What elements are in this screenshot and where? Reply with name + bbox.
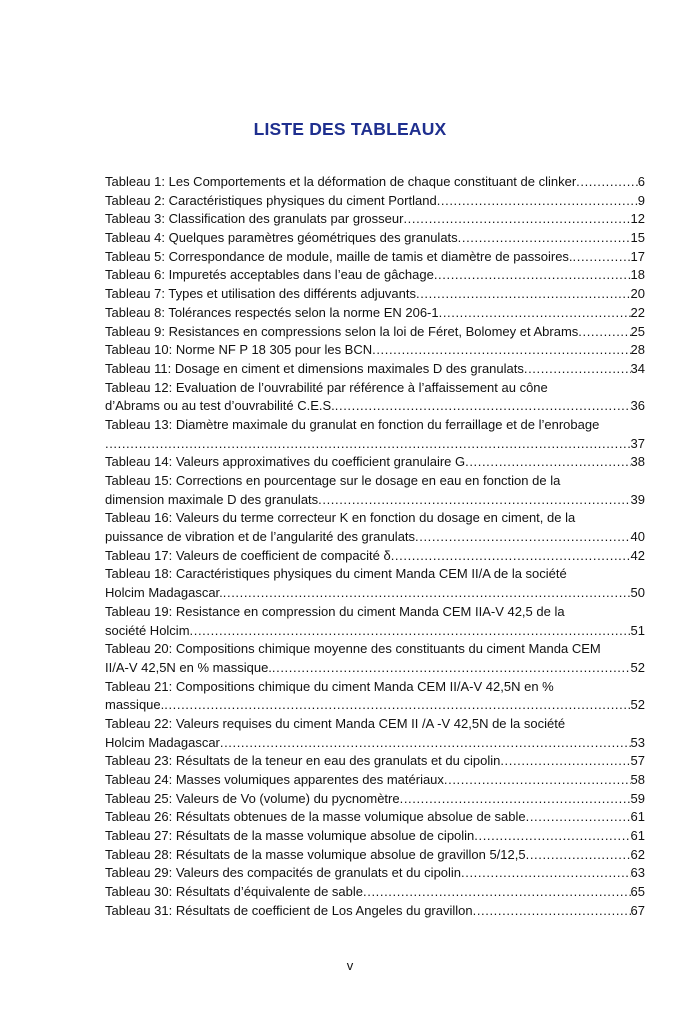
toc-entry-title: Tableau 19: Resistance en compression du ciment Manda CEM IIA-V 42,5 de la [105,603,565,619]
dot-leader [223,584,631,603]
toc-entry-title: Tableau 9: Resistances en compressions selon la loi de Féret, Bolomey et Abrams [105,323,579,339]
toc-entry-title: Tableau 30: Résultats d’équivalente de sable [105,884,364,900]
toc-entry-page: 37 [630,435,645,451]
toc-entry-title: Tableau 13: Diamètre maximale du granulat en fonction du ferraillage et de l’enrobage [105,416,600,432]
toc-entry-title: Tableau 20: Compositions chimique moyenne des constituants du ciment Manda CEM [105,641,601,657]
toc-entry-line [105,453,645,472]
toc-entry[interactable] [105,547,645,566]
page-number: v [346,958,354,973]
toc-entry-title: Tableau 27: Résultats de la masse volumique absolue de cipolin [105,828,475,844]
toc-entry-line [105,192,645,211]
toc-entry-page: 52 [630,659,645,675]
toc-entry-line [105,883,645,902]
dot-leader [105,435,631,454]
toc-entry-line [105,341,645,360]
dot-leader [318,491,630,510]
dot-leader [437,192,638,211]
toc-entry-line [105,509,645,528]
toc-entry-title: Tableau 25: Valeurs de Vo (volume) du pycnomètre [105,790,400,806]
toc-entry-title: dimension maximale D des granulats [105,491,319,507]
toc-entry-line [105,285,645,304]
toc-entry-page: 22 [630,304,645,320]
toc-entry-title: Tableau 22: Valeurs requises du ciment Manda CEM II /A -V 42,5N de la société [105,715,566,731]
toc-entry-page: 50 [630,585,645,601]
toc-entry-title: Tableau 16: Valeurs du terme correcteur K en fonction du dosage en ciment, de la [105,510,576,526]
toc-entry-line [105,734,645,753]
toc-entry-title: société Holcim [105,622,190,638]
toc-entry-title: Tableau 1: Les Comportements et la déformation de chaque constituant de clinker [105,174,577,189]
toc-entry-line [105,622,645,641]
toc-entry-page: 39 [630,491,645,507]
toc-entry[interactable] [105,715,645,752]
toc-entry[interactable] [105,173,645,192]
toc-entry[interactable] [105,341,645,360]
toc-entry[interactable] [105,379,645,416]
toc-entry-title: Tableau 3: Classification des granulats par grosseur [105,211,404,227]
toc-entry[interactable] [105,640,645,677]
dot-leader [416,285,631,304]
toc-entry-line [105,491,645,510]
toc-entry-line [105,173,645,192]
toc-entry-title: puissance de vibration et de l’angularité des granulats [105,529,416,545]
toc-entry-page: 34 [630,360,645,376]
toc-entry-page: 38 [630,454,645,470]
toc-entry-line [105,304,645,323]
toc-entry-line [105,902,645,921]
dot-leader [434,266,631,285]
toc-entry[interactable] [105,883,645,902]
dot-leader [400,790,631,809]
toc-entry[interactable] [105,509,645,546]
toc-entry-line [105,547,645,566]
toc-entry-title: II/A-V 42,5N en % massique. [105,659,272,675]
page-title: LISTE DES TABLEAUX [253,119,447,139]
toc-entry-page: 28 [630,342,645,358]
dot-leader [461,864,630,883]
toc-entry[interactable] [105,229,645,248]
toc-entry-page: 59 [630,790,645,806]
toc-entry-line [105,266,645,285]
toc-entry[interactable] [105,360,645,379]
toc-entry-line [105,416,645,435]
toc-entry-line [105,603,645,622]
toc-entry[interactable] [105,453,645,472]
toc-entry-line [105,659,645,678]
toc-entry[interactable] [105,416,645,453]
toc-entry-title: Tableau 21: Compositions chimique du ciment Manda CEM II/A-V 42,5N en % [105,678,554,694]
toc-entry-title: Tableau 29: Valeurs des compacités de granulats et du cipolin [105,865,462,881]
toc-entry-title: Tableau 11: Dosage en ciment et dimensions maximales D des granulats [105,360,524,376]
toc-entry-title: Tableau 26: Résultats obtenues de la masse volumique absolue de sable [105,809,526,825]
toc-entry-title: Tableau 28: Résultats de la masse volumique absolue de gravillon 5/12,5 [105,846,526,862]
toc-entry-title: Tableau 23: Résultats de la teneur en eau des granulats et du cipolin [105,753,501,769]
toc-entry-line [105,528,645,547]
toc-entry-title: Tableau 5: Correspondance de module, maille de tamis et diamètre de passoires. [105,248,573,264]
toc-entry-title: Tableau 17: Valeurs de coefficient de compacité δ [105,547,391,563]
dot-leader [363,883,631,902]
toc-entry-page: 15 [630,230,645,246]
dot-leader [391,547,631,566]
toc-entry-line [105,752,645,771]
toc-entry-title: Tableau 7: Types et utilisation des différents adjuvants [105,286,416,302]
toc-entry-line [105,827,645,846]
toc-entry-page: 67 [630,902,645,918]
dot-leader [439,304,631,323]
dot-leader [190,622,631,641]
toc-entry[interactable] [105,266,645,285]
toc-entry-page: 61 [630,828,645,844]
toc-entry[interactable] [105,864,645,883]
toc-entry-page: 25 [630,323,645,339]
toc-entry-page: 52 [630,697,645,713]
toc-entry-title: Tableau 24: Masses volumiques apparentes des matériaux [105,772,444,787]
toc-entry-page: 18 [630,267,645,283]
table-list [105,173,645,921]
toc-entry-title: massique. [105,697,165,713]
dot-leader [526,808,631,827]
toc-entry-line [105,229,645,248]
dot-leader [500,752,630,771]
toc-entry-title: d’Abrams ou au test d’ouvrabilité C.E.S. [105,398,335,414]
toc-entry[interactable] [105,827,645,846]
dot-leader [403,210,630,229]
toc-entry[interactable] [105,472,645,509]
toc-entry-line [105,248,645,267]
toc-entry-title: Tableau 12: Evaluation de l’ouvrabilité par référence à l’affaissement au cône [105,379,548,395]
toc-entry-title: Holcim Madagascar. [105,585,223,601]
dot-leader [444,771,631,790]
toc-entry[interactable] [105,192,645,211]
dot-leader [220,734,631,753]
toc-entry-line [105,472,645,491]
toc-entry-line [105,846,645,865]
dot-leader [526,846,631,865]
toc-entry-title: Tableau 2: Caractéristiques physiques du ciment Portland [105,192,437,208]
toc-entry-line [105,790,645,809]
toc-entry-line [105,565,645,584]
toc-entry-page: 17 [630,248,645,264]
toc-entry-page: 12 [630,211,645,227]
toc-entry-title: Tableau 14: Valeurs approximatives du coefficient granulaire G [105,454,466,470]
toc-entry[interactable] [105,210,645,229]
toc-entry[interactable] [105,285,645,304]
toc-entry[interactable] [105,678,645,715]
toc-entry-line [105,360,645,379]
toc-entry-line [105,435,645,454]
toc-entry[interactable] [105,846,645,865]
toc-entry-line [105,864,645,883]
toc-entry-page: 62 [630,846,645,862]
toc-entry-page: 9 [637,192,645,208]
dot-leader [473,902,631,921]
toc-entry-page: 65 [630,884,645,900]
dot-leader [272,659,631,678]
toc-entry-page: 57 [630,753,645,769]
toc-entry-line [105,379,645,398]
toc-entry-line [105,640,645,659]
dot-leader [415,528,630,547]
toc-entry[interactable] [105,248,645,267]
toc-entry-title: Tableau 18: Caractéristiques physiques du ciment Manda CEM II/A de la société [105,566,567,582]
dot-leader [465,453,630,472]
dot-leader [474,827,630,846]
toc-entry-page: 36 [630,398,645,414]
dot-leader [458,229,631,248]
toc-entry-title: Tableau 15: Corrections en pourcentage sur le dosage en eau en fonction de la [105,473,561,488]
toc-entry-title: Tableau 10: Norme NF P 18 305 pour les BCN [105,342,373,358]
toc-entry-line [105,397,645,416]
toc-entry-page: 42 [630,547,645,563]
dot-leader [335,397,631,416]
toc-entry-line [105,678,645,697]
toc-entry-line [105,808,645,827]
toc-entry[interactable] [105,304,645,323]
toc-entry-page: 61 [630,809,645,825]
toc-entry[interactable] [105,603,645,640]
toc-entry-title: Tableau 4: Quelques paramètres géométriques des granulats [105,230,458,246]
toc-entry-title: Tableau 8: Tolérances respectés selon la norme EN 206-1 [105,304,439,320]
toc-entry-page: 20 [630,286,645,302]
dot-leader [573,248,631,267]
toc-entry-title: Tableau 6: Impuretés acceptables dans l’eau de gâchage [105,267,434,283]
dot-leader [372,341,630,360]
toc-entry-title: Holcim Madagascar [105,734,220,750]
toc-entry-page: 53 [630,734,645,750]
toc-entry-title: Tableau 31: Résultats de coefficient de Los Angeles du gravillon [105,902,473,918]
toc-entry[interactable] [105,771,645,790]
toc-entry-line [105,696,645,715]
toc-entry[interactable] [105,790,645,809]
dot-leader [578,323,630,342]
toc-entry[interactable] [105,808,645,827]
toc-entry-page: 51 [630,622,645,638]
toc-entry-line [105,323,645,342]
toc-entry[interactable] [105,323,645,342]
toc-entry[interactable] [105,902,645,921]
toc-entry[interactable] [105,752,645,771]
toc-entry-page: 63 [630,865,645,881]
toc-entry-page: 58 [630,772,645,787]
dot-leader [164,696,630,715]
toc-entry-line [105,715,645,734]
toc-entry-line [105,771,645,790]
dot-leader [576,173,638,192]
toc-entry-line [105,210,645,229]
toc-entry-page: 6 [637,174,645,189]
toc-entry[interactable] [105,565,645,602]
toc-entry-page: 40 [630,529,645,545]
toc-entry-line [105,584,645,603]
dot-leader [524,360,631,379]
